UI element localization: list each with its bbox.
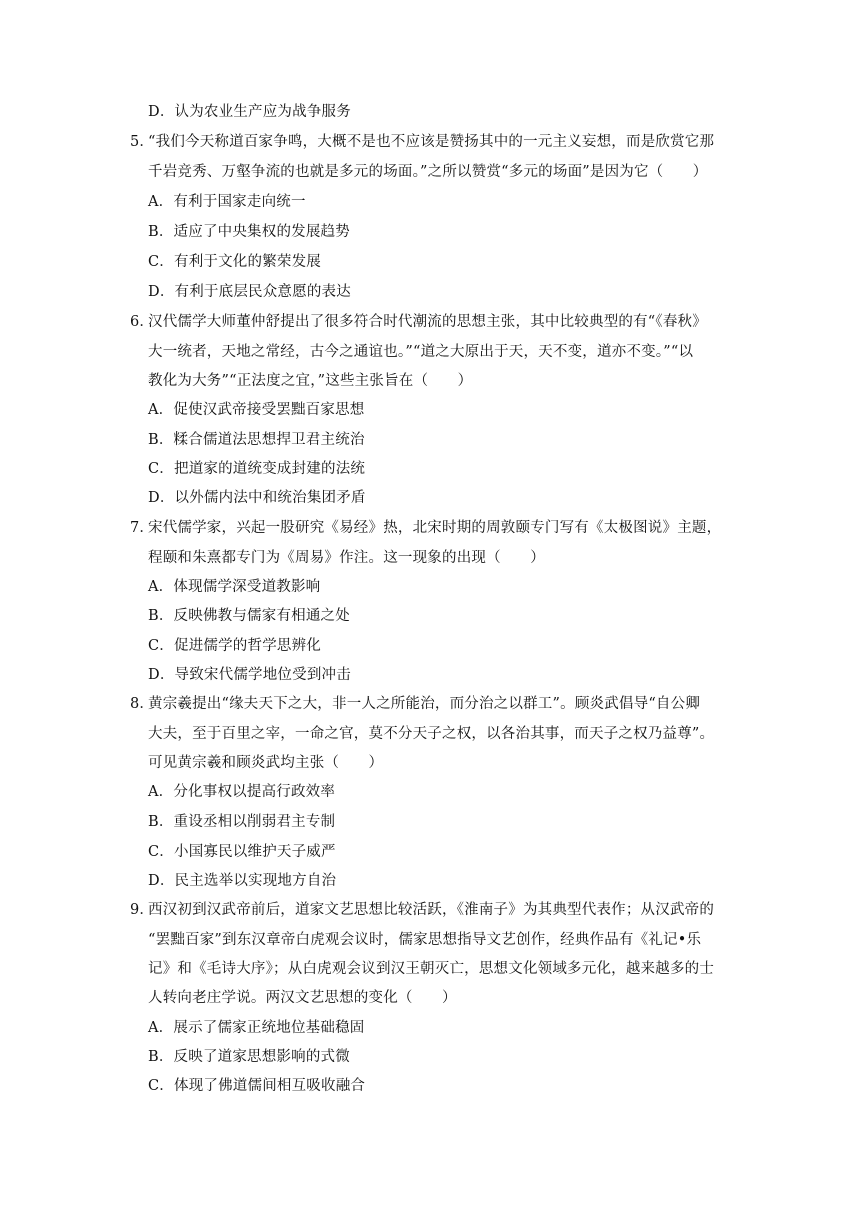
question-5-option-b: B．适应了中央集权的发展趋势	[148, 224, 350, 240]
question-9-stem-line-4: 人转向老庄学说。两汉文艺思想的变化（ ）	[148, 990, 457, 1006]
question-5-option-a: A．有利于国家走向统一	[148, 194, 306, 210]
question-5-stem-line-2: 千岩竞秀、万壑争流的也就是多元的场面。”之所以赞赏“多元的场面”是因为它（ ）	[148, 164, 708, 180]
question-6-stem-line-3: 教化为大务”“正法度之宜，”这些主张旨在（ ）	[148, 373, 473, 389]
question-8-option-c: C．小国寡民以维护天子威严	[148, 844, 336, 860]
question-7-option-c: C．促进儒学的哲学思辨化	[148, 638, 321, 654]
question-7-option-b: B．反映佛教与儒家有相通之处	[148, 608, 350, 624]
question-7-option-a: A．体现儒学深受道教影响	[148, 579, 321, 595]
question-6-option-b: B．糅合儒道法思想捍卫君主统治	[148, 432, 365, 448]
question-9-option-a: A．展示了儒家正统地位基础稳固	[148, 1020, 365, 1036]
question-6-stem-line-1: 汉代儒学大师董仲舒提出了很多符合时代潮流的思想主张，其中比较典型的有“《春秋》	[148, 314, 707, 330]
question-9-stem-line-1: 西汉初到汉武帝前后，道家文艺思想比较活跃，《淮南子》为其典型代表作；从汉武帝的	[148, 902, 715, 918]
question-8-stem-line-2: 大夫，至于百里之宰，一命之官，莫不分天子之权，以各治其事，而天子之权乃益尊”。	[148, 726, 715, 742]
question-8-option-b: B．重设丞相以削弱君主专制	[148, 814, 336, 830]
question-number-9: 9．	[130, 902, 155, 918]
question-9-stem-line-3: 记》和《毛诗大序》；从白虎观会议到汉王朝灭亡，思想文化领域多元化，越来越多的士	[148, 961, 715, 977]
question-8-option-d: D．民主选举以实现地方自治	[148, 873, 337, 889]
question-7-stem-line-1: 宋代儒学家，兴起一股研究《易经》热，北宋时期的周敦颐专门写有《太极图说》主题，	[148, 520, 722, 536]
question-5-option-d: D．有利于底层民众意愿的表达	[148, 284, 351, 300]
question-number-8: 8．	[130, 696, 155, 712]
question-number-7: 7．	[130, 520, 155, 536]
question-9-option-b: B．反映了道家思想影响的式微	[148, 1049, 350, 1065]
question-number-5: 5．	[130, 134, 155, 150]
question-9-stem-line-2: “罢黜百家”到东汉章帝白虎观会议时，儒家思想指导文艺创作，经典作品有《礼记•乐	[148, 932, 702, 948]
question-6-option-c: C．把道家的道统变成封建的法统	[148, 461, 366, 477]
question-6-option-d: D．以外儒内法中和统治集团矛盾	[148, 490, 366, 506]
question-5-option-c: C．有利于文化的繁荣发展	[148, 254, 321, 270]
question-5-stem-line-1: “我们今天称道百家争鸣，大概不是也不应该是赞扬其中的一元主义妄想，而是欣赏它那	[148, 134, 715, 150]
question-8-stem-line-3: 可见黄宗羲和顾炎武均主张（ ）	[148, 755, 384, 771]
question-8-option-a: A．分化事权以提高行政效率	[148, 784, 336, 800]
question-6-option-a: A．促使汉武帝接受罢黜百家思想	[148, 402, 365, 418]
question-number-6: 6．	[130, 314, 155, 330]
question-7-option-d: D．导致宋代儒学地位受到冲击	[148, 667, 351, 683]
option-d-prev: D．认为农业生产应为战争服务	[148, 104, 351, 120]
question-9-option-c: C．体现了佛道儒间相互吸收融合	[148, 1078, 366, 1094]
question-8-stem-line-1: 黄宗羲提出“缘夫天下之大，非一人之所能治，而分治之以群工”。顾炎武倡导“自公卿	[148, 696, 701, 712]
question-6-stem-line-2: 大一统者，天地之常经，古今之通谊也。”“道之大原出于天，天不变，道亦不变。”“以	[148, 344, 694, 360]
question-7-stem-line-2: 程颐和朱熹都专门为《周易》作注。这一现象的出现（ ）	[148, 550, 545, 566]
